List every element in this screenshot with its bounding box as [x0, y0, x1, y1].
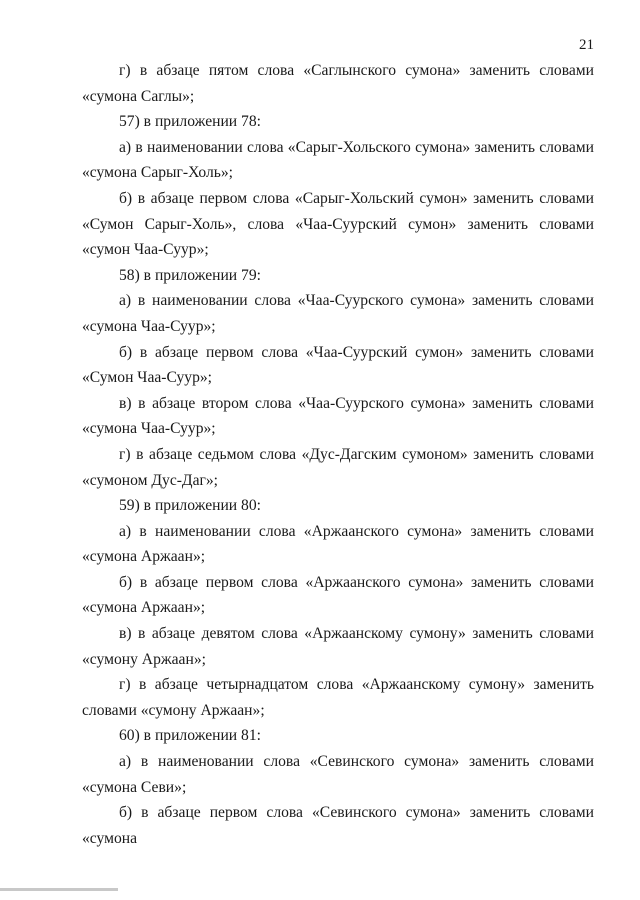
paragraph: г) в абзаце седьмом слова «Дус-Дагским сумоном» заменить словами «сумоном Дус-Даг»;	[82, 445, 594, 489]
paragraph: а) в наименовании слова «Чаа-Суурского сумона» заменить словами «сумона Чаа-Суур»;	[82, 292, 594, 335]
paragraph: б) в абзаце первом слова «Сарыг-Хольский сумон» заменить словами «Сумон Сарыг-Холь», слова «Чаа-Суурский сумон» заменить словами «сумон Чаа-Суур»;	[82, 189, 594, 259]
paragraph: а) в наименовании слова «Севинского сумона» заменить словами «сумона Севи»;	[82, 753, 594, 796]
paragraph: б) в абзаце первом слова «Чаа-Суурский сумон» заменить словами «Сумон Чаа-Суур»;	[82, 343, 594, 387]
paragraph: б) в абзаце первом слова «Севинского сумона» заменить словами «сумона	[82, 804, 594, 847]
page-number: 21	[579, 37, 594, 53]
paragraph: г) в абзаце четырнадцатом слова «Аржаанскому сумону» заменить словами «сумону Аржаан»;	[82, 676, 594, 719]
footer-rule	[0, 888, 118, 891]
paragraph: 60) в приложении 81:	[119, 727, 261, 745]
paragraph: а) в наименовании слова «Сарыг-Хольского сумона» заменить словами «сумона Сарыг-Холь»;	[82, 138, 594, 182]
paragraph: 58) в приложении 79:	[119, 266, 261, 284]
paragraph: 57) в приложении 78:	[119, 113, 261, 131]
paragraph: 59) в приложении 80:	[119, 497, 261, 515]
paragraph: а) в наименовании слова «Аржаанского сумона» заменить словами «сумона Аржаан»;	[82, 522, 594, 566]
paragraph: в) в абзаце втором слова «Чаа-Суурского сумона» заменить словами «сумона Чаа-Суур»;	[82, 394, 594, 438]
paragraph: г) в абзаце пятом слова «Саглынского сумона» заменить словами «сумона Саглы»;	[82, 62, 594, 105]
document-body	[82, 58, 594, 851]
paragraph: в) в абзаце девятом слова «Аржаанскому сумону» заменить словами «сумону Аржаан»;	[82, 625, 594, 668]
paragraph: б) в абзаце первом слова «Аржаанского сумона» заменить словами «сумона Аржаан»;	[82, 573, 594, 617]
